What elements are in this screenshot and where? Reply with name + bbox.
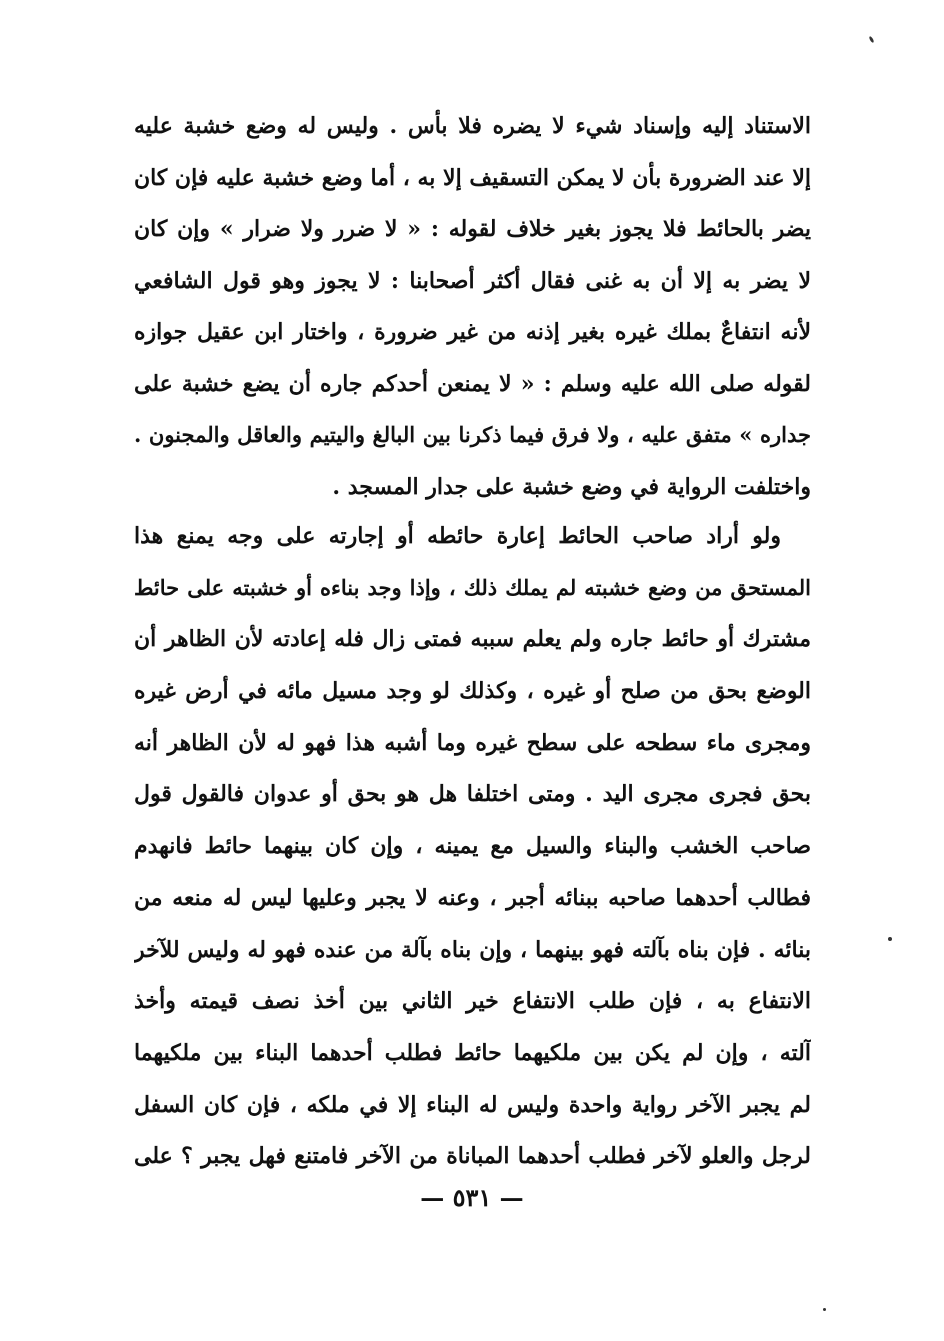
text-line: بنائه . فإن بناه بآلته فهو بينهما ، وإن بناه بآلة من عنده فهو له وليس للآخر xyxy=(134,936,811,963)
text-line: بحق فجرى مجرى اليد . ومتى اختلفا هل هو بحق أو عدوان فالقول قول xyxy=(134,781,811,808)
text-line: آلته ، وإن لم يكن بين ملكيهما حائط فطلب أحدهما البناء بين ملكيهما xyxy=(134,1039,811,1066)
paragraph-2 xyxy=(134,516,811,1188)
text-line: مشترك أو حائط جاره ولم يعلم سببه فمتى زال فله إعادته لأن الظاهر أن xyxy=(134,626,811,653)
text-line: صاحب الخشب والبناء والسيل مع يمينه ، وإن كان بينهما حائط فانهدم xyxy=(134,833,811,860)
scan-speck xyxy=(868,36,874,44)
text-line: ومجرى ماء سطحه على سطح غيره وما أشبه هذا فهو له لأن الظاهر أنه xyxy=(134,729,811,756)
text-line: جداره » متفق عليه ، ولا فرق فيما ذكرنا بين البالغ واليتيم والعاقل والمجنون . xyxy=(134,422,811,447)
text-line: المستحق من وضع خشبته لم يملك ذلك ، وإذا وجد بناءه أو خشبته على حائط xyxy=(134,574,811,600)
paragraph-1 xyxy=(134,106,811,518)
text-line: ولو أراد صاحب الحائط إعارة حائطه أو إجارته على وجه يمنع هذا xyxy=(134,523,781,549)
text-line: لا يضر به إلا أن به غنى فقال أكثر أصحابنا : لا يجوز وهو قول الشافعي xyxy=(134,267,811,294)
text-line: لقوله صلى الله عليه وسلم : « لا يمنعن أحدكم جاره أن يضع خشبة على xyxy=(134,370,811,397)
text-line: الانتفاع به ، فإن طلب الانتفاع خير الثاني بين أخذ نصف قيمته وأخذ xyxy=(134,988,811,1015)
text-line: يضر بالحائط فلا يجوز بغير خلاف لقوله : « لا ضرر ولا ضرار » وإن كان xyxy=(134,216,811,242)
page-number: — ٥٣١ — xyxy=(420,1183,524,1212)
text-line: لأنه انتفاعٌ بملك غيره بغير إذنه من غير ضرورة ، واختار ابن عقيل جوازه xyxy=(134,319,811,345)
text-line: لرجل والعلو لآخر فطلب أحدهما المباناة من الآخر فامتنع فهل يجبر ؟ على xyxy=(134,1143,811,1170)
text-line: الوضع بحق من صلح أو غيره ، وكذلك لو وجد مسيل مائه في أرض غيره xyxy=(134,678,811,705)
text-line: إلا عند الضرورة بأن لا يمكن التسقيف إلا به ، أما وضع خشبة عليه فإن كان xyxy=(134,164,811,191)
text-line: فطالب أحدهما صاحبه ببنائه أجبر ، وعنه لا يجبر وعليها ليس له منعه من xyxy=(134,884,811,911)
text-line: لم يجبر الآخر رواية واحدة وليس له البناء إلا في ملكه ، فإن كان السفل xyxy=(134,1091,811,1118)
text-line: الاستناد إليه وإسناد شيء لا يضره فلا بأس . وليس له وضع خشبة عليه xyxy=(134,113,811,139)
text-line: واختلفت الرواية في وضع خشبة على جدار المسجد . xyxy=(332,473,811,500)
scan-speck xyxy=(823,1308,826,1311)
scan-speck xyxy=(888,937,892,941)
